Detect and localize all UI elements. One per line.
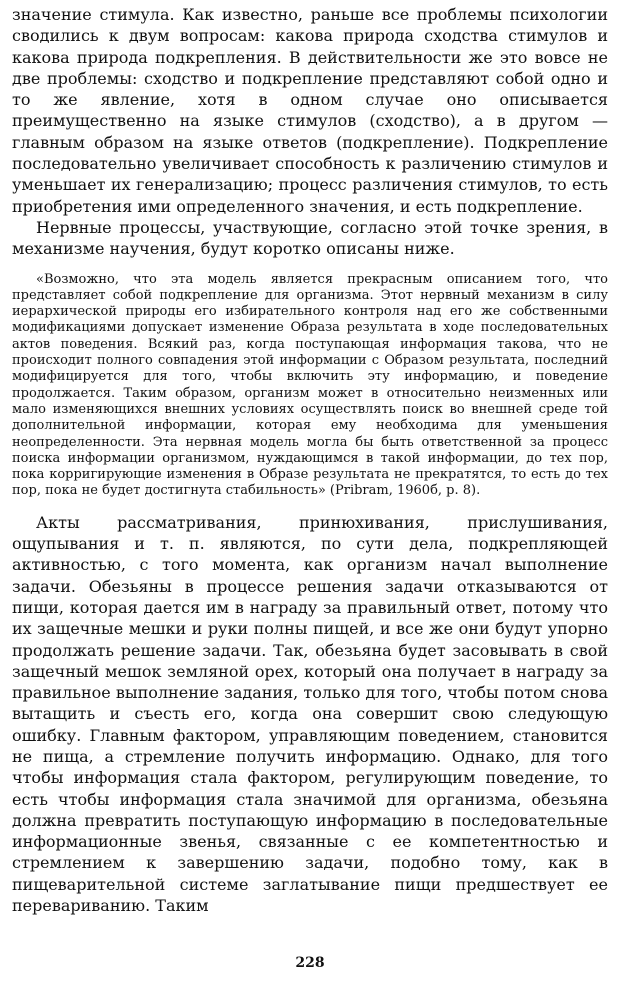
paragraph-1: значение стимула. Как известно, раньше все проблемы психологии сводились к двум вопросам: какова природа сходства стимулов и какова природа подкрепления. В действительности же это вовсе не две проблемы: сходство и подкрепление представляют собой одно и то же явление, хотя в одном случае оно описывается преимущественно на языке стимулов (сходство), а в другом — главным образом на языке ответов (подкрепление). Подкрепление последовательно увеличивает способность к различению стимулов и уменьшает их генерализацию; процесс различения стимулов, то есть приобретения ими определенного значения, и есть подкрепление.: [12, 5, 608, 216]
paragraph-2: Нервные процессы, участвующие, согласно этой точке зрения, в механизме научения, будут коротко описаны ниже.: [12, 217, 608, 259]
page-number: 228: [295, 955, 325, 971]
paragraph-3: Акты рассматривания, принюхивания, прислушивания, ощупывания и т. п. являются, по сути дела, подкрепляющей активностью, с того момента, как организм начал выполнение задачи. Обезьяны в процессе решения задачи отказываются от пищи, которая дается им в награду за правильный ответ, потому что их защечные мешки и руки полны пищей, и все же они будут упорно продолжать решение задачи. Так, обезьяна будет засовывать в свой защечный мешок земляной орех, который она получает в награду за правильное выполнение задания, только для того, чтобы потом снова вытащить и съесть его, когда она совершит свою следующую ошибку. Главным фактором, управляющим поведением, становится не пища, а стремление получить информацию. Однако, для того чтобы информация стала фактором, регулирующим поведение, то есть чтобы информация стала значимой для организма, обезьяна должна превратить поступающую информацию в последовательные информационные звенья, связанные с ее компетентностью и стремлением к завершению задачи, подобно тому, как в пищеварительной системе заглатывание пищи предшествует ее перевариванию. Таким: [12, 512, 608, 916]
block-quote: «Возможно, что эта модель является прекрасным описанием того, что представляет собой подкрепление для организма. Этот нервный механизм в силу иерархической природы его избирательного контроля над его же собственными модификациями допускает изменение Образа результата в ходе последовательных актов поведения. Всякий раз, когда поступающая информация такова, что не происходит полного совпадения этой информации с Образом результата, последний модифицируется для того, чтобы включить эту информацию, и поведение продолжается. Таким образом, организм может в относительно неизменных или мало изменяющихся внешних условиях осуществлять поиск во внешней среде той дополнительной информации, которая ему необходима для уменьшения неопределенности. Эта нервная модель могла бы быть ответственной за процесс поиска информации организмом, нуждающимся в такой информации, до тех пор, пока корригирующие изменения в Образе результата не прекратятся, то есть до тех пор, пока не будет достигнута стабильность» (Pribram, 1960б, р. 8).: [12, 271, 608, 499]
